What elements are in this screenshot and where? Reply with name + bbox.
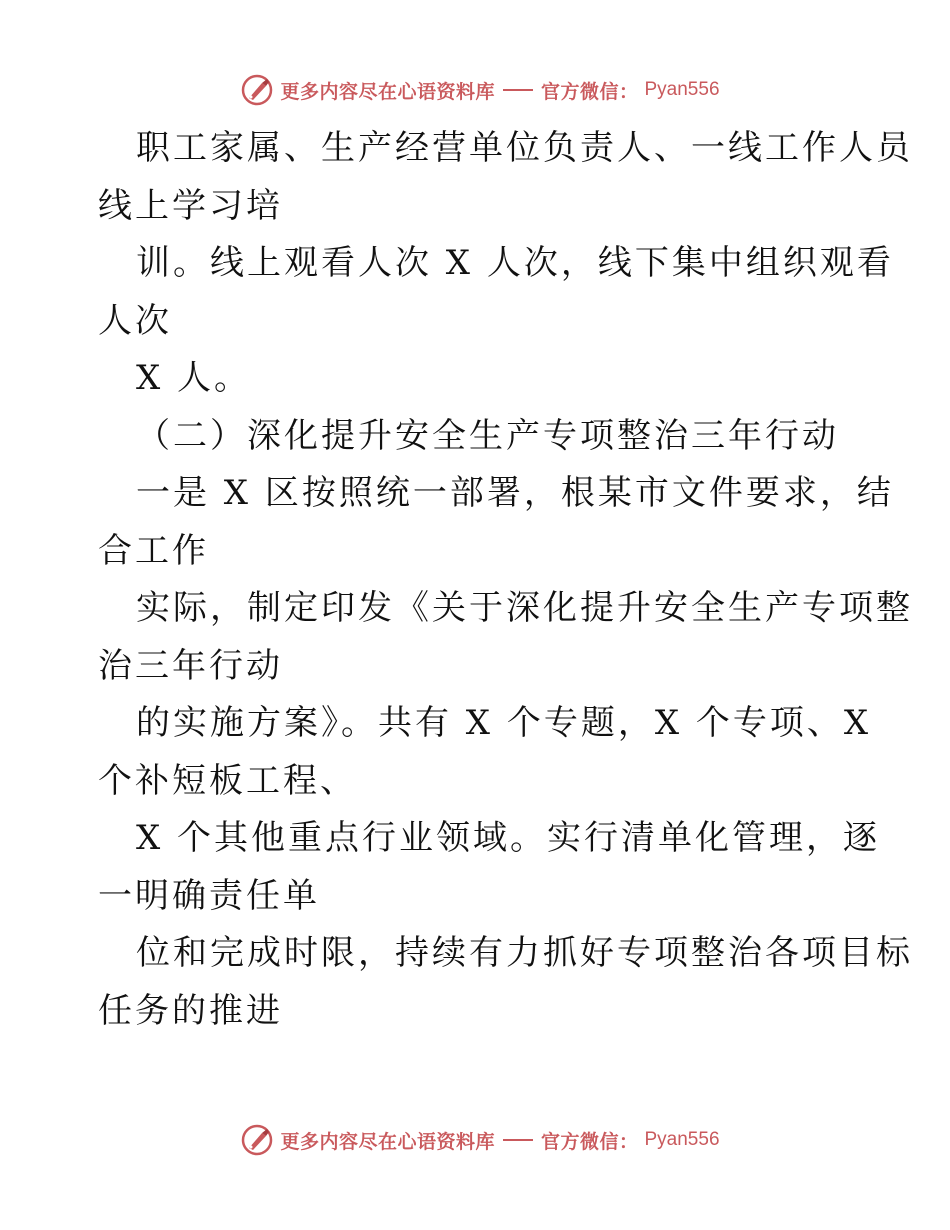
footer-banner bbox=[0, 1120, 950, 1160]
body-line: 人次 bbox=[98, 300, 172, 341]
body-line: 线上学习培 bbox=[98, 185, 283, 226]
body-line: X 个其他重点行业领域。实行清单化管理，逐 bbox=[136, 818, 881, 858]
body-line: 职工家属、生产经营单位负责人、一线工作人员 bbox=[136, 128, 913, 168]
body-line: X 人。 bbox=[136, 358, 252, 398]
header-official-label: 官方微信： bbox=[540, 80, 639, 103]
body-line: 的实施方案》。共有 X 个专题，X 个专项、X bbox=[136, 703, 872, 743]
footer-banner-inner bbox=[240, 1123, 719, 1157]
body-line: 位和完成时限，持续有力抓好专项整治各项目标 bbox=[136, 933, 913, 973]
footer-banner-dash bbox=[503, 1139, 533, 1141]
body-line: 任务的推进 bbox=[98, 990, 283, 1031]
body-line: 治三年行动 bbox=[98, 645, 283, 686]
body-line: 个补短板工程、 bbox=[98, 760, 357, 801]
footer-account: Pyan556 bbox=[644, 1129, 720, 1150]
header-account: Pyan556 bbox=[644, 79, 720, 100]
body-line: 实际，制定印发《关于深化提升安全生产专项整 bbox=[136, 588, 913, 628]
footer-official-label: 官方微信： bbox=[540, 1130, 639, 1153]
section-heading: （二）深化提升安全生产专项整治三年行动 bbox=[136, 415, 839, 456]
body-line: 合工作 bbox=[98, 530, 209, 571]
header-banner-text: 更多内容尽在心语资料库 bbox=[280, 80, 495, 103]
body-line: 训。线上观看人次 X 人次，线下集中组织观看 bbox=[136, 243, 894, 283]
pen-logo-icon bbox=[240, 1123, 274, 1157]
document-body bbox=[98, 120, 913, 1040]
footer-banner-text: 更多内容尽在心语资料库 bbox=[280, 1130, 495, 1153]
header-banner bbox=[0, 70, 950, 110]
header-banner-dash bbox=[503, 89, 533, 91]
pen-logo-icon bbox=[240, 73, 274, 107]
body-line: 一明确责任单 bbox=[98, 875, 320, 916]
body-line: 一是 X 区按照统一部署，根某市文件要求，结 bbox=[136, 473, 894, 513]
header-banner-inner bbox=[240, 73, 719, 107]
